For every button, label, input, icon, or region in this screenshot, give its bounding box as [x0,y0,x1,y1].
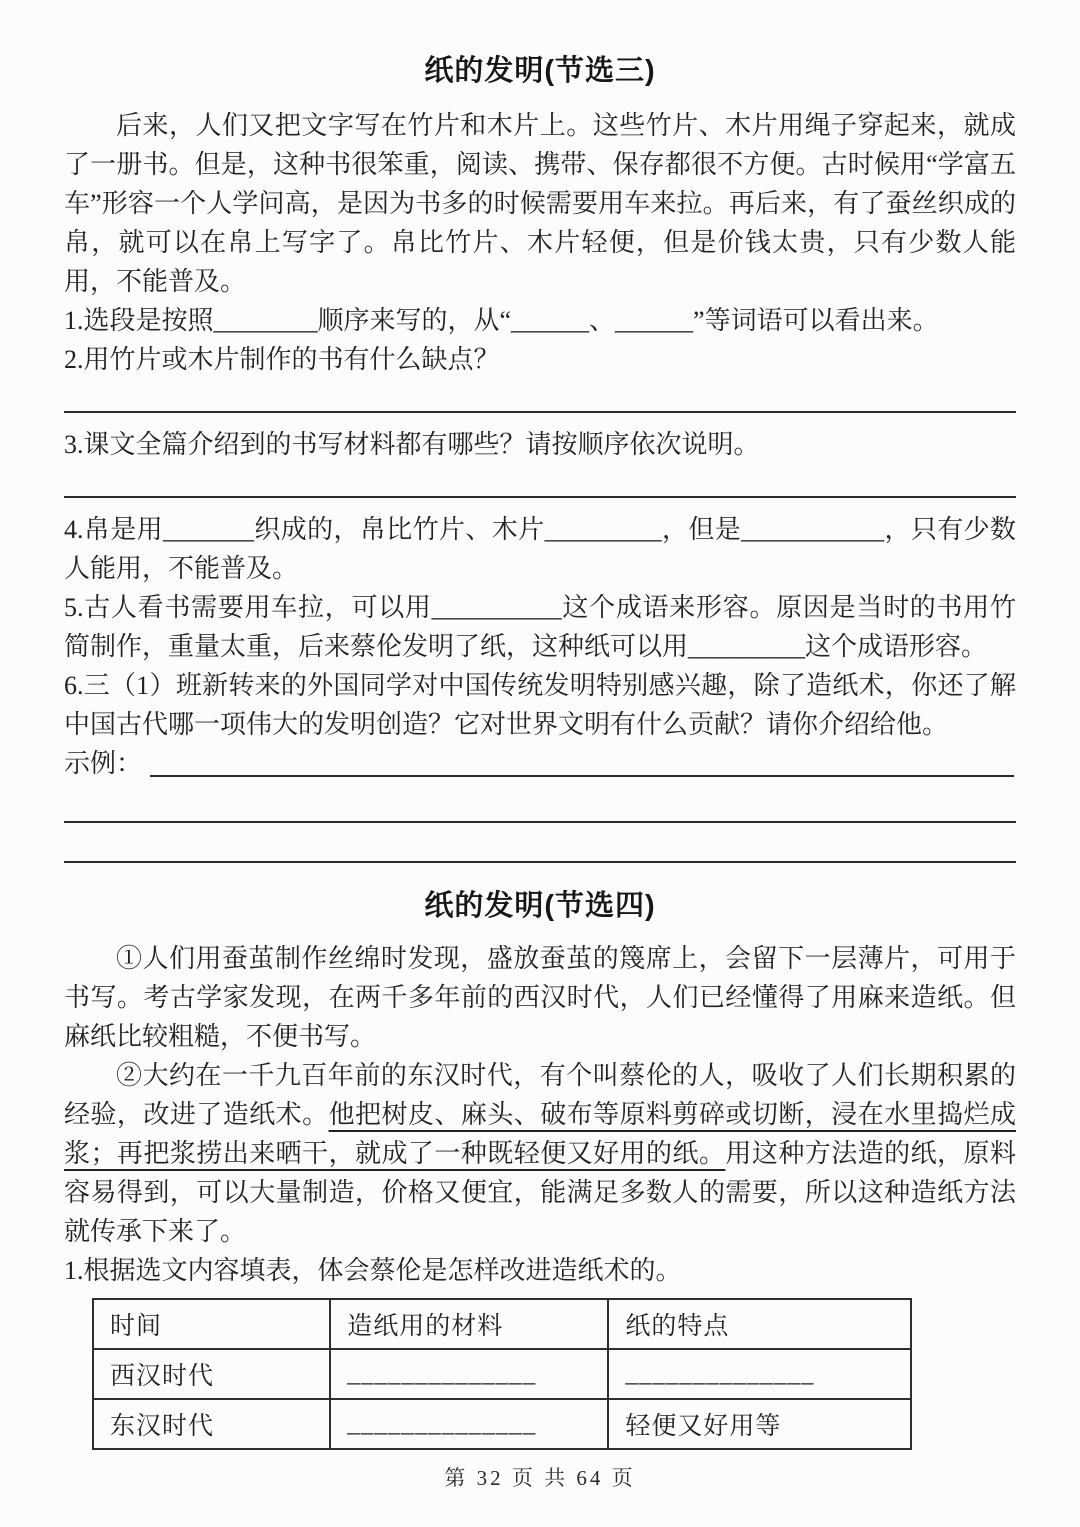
caolun-improvement-table [92,1298,912,1450]
reading-passage: 后来，人们又把文字写在竹片和木片上。这些竹片、木片用绳子穿起来，就成了一册书。但是，这种书很笨重，阅读、携带、保存都很不方便。古时候用“学富五车”形容一个人学问高，是因为书多的时候需要用车来拉。再后来，有了蚕丝织成的帛，就可以在帛上写字了。帛比竹片、木片轻便，但是价钱太贵，只有少数人能用，不能普及。 [64,111,1016,296]
table-cell-feature: 轻便又好用等 [608,1399,911,1449]
table-cell-era: 东汉时代 [93,1399,330,1449]
example-label: 示例： [64,749,143,778]
table-cell-blank: ______________ [330,1399,608,1449]
passage-text: 用这种方法造的纸，原料容易得到，可以大量制造，价格又便宜，能满足多数人的需要，所以这种造纸方法就传承下来了。 [64,1139,1016,1246]
answer-line [64,783,1016,823]
answer-line [64,464,1016,498]
reading-passage-1: ①人们用蚕茧制作丝绵时发现，盛放蚕茧的篾席上，会留下一层薄片，可用于书写。考古学家发现，在两千多年前的西汉时代，人们已经懂得了用麻来造纸。但麻纸比较粗糙，不便书写。 [64,944,1016,1051]
table-header-feature: 纸的特点 [608,1299,911,1349]
question-4: 4.帛是用_______织成的，帛比竹片、木片_________，但是___________，只有少数人能用，不能普及。 [64,515,1016,583]
section-title: 纸的发明(节选三) [424,55,656,87]
table-row [93,1399,911,1449]
table-cell-era: 西汉时代 [93,1349,330,1399]
question-fill-table: 1.根据选文内容填表，体会蔡伦是怎样改进造纸术的。 [64,1256,682,1285]
page-number-footer: 第 32 页 共 64 页 [444,1466,636,1490]
question-2: 2.用竹片或木片制作的书有什么缺点？ [64,345,500,374]
question-3: 3.课文全篇介绍到的书写材料都有哪些？请按顺序依次说明。 [64,430,760,459]
example-answer-row [64,744,1016,783]
passage-text: ②大约在一千九百年前的东汉时代，有个叫蔡伦的人，吸收了人们长期积累的经验，改进了造纸术。 [64,1061,1016,1129]
answer-blank-line [150,747,1014,777]
section-excerpt-3 [64,52,1016,863]
question-1: 1.选段是按照________顺序来写的，从“______、______”等词语可以看出来。 [64,306,939,335]
table-header-row [93,1299,911,1349]
table-cell-blank: ______________ [330,1349,608,1399]
answer-line [64,835,1016,863]
table-header-material: 造纸用的材料 [330,1299,608,1349]
question-5: 5.古人看书需要用车拉，可以用__________这个成语来形容。原因是当时的书用竹简制作，重量太重，后来蔡伦发明了纸，这种纸可以用_________这个成语形容。 [64,593,1016,661]
table-header-time: 时间 [93,1299,330,1349]
table-cell-blank: ______________ [608,1349,911,1399]
reading-passage-2 [64,1056,1016,1251]
question-6: 6.三（1）班新转来的外国同学对中国传统发明特别感兴趣，除了造纸术，你还了解中国古代哪一项伟大的发明创造？它对世界文明有什么贡献？请你介绍给他。 [64,671,1016,739]
section-title: 纸的发明(节选四) [424,890,656,922]
table-row [93,1349,911,1399]
underlined-passage-text: 他把树皮、麻头、破布等原料剪碎或切断，浸在水里捣烂成浆；再把浆捞出来晒干，就成了一种既轻便又好用的纸。 [64,1100,1016,1168]
section-excerpt-4 [64,887,1016,1450]
answer-line [64,379,1016,413]
